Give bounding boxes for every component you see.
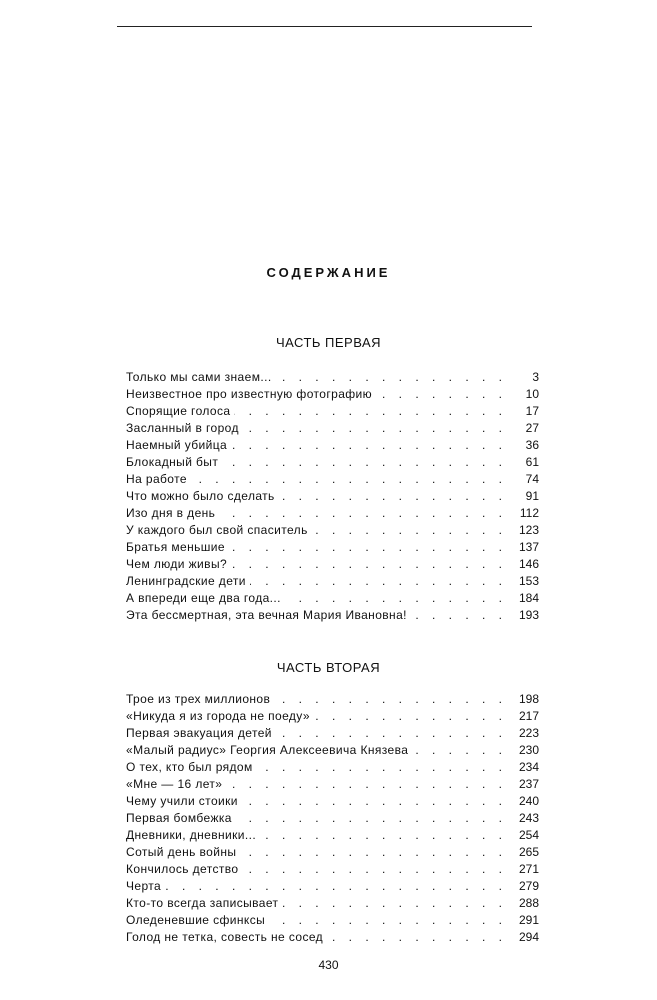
toc-entry-title: Черта xyxy=(126,879,162,893)
toc-entry-page: 17 xyxy=(525,404,539,418)
toc-entry-page: 74 xyxy=(525,472,539,486)
dot-leader xyxy=(219,505,507,522)
toc-entry[interactable] xyxy=(126,844,539,861)
toc-entry-page: 123 xyxy=(518,523,539,537)
toc-entry-title: Первая эвакуация детей xyxy=(126,726,272,740)
dot-leader xyxy=(222,454,507,471)
toc-entry[interactable] xyxy=(126,454,539,471)
part-two-title: ЧАСТЬ ВТОРАЯ xyxy=(276,660,381,675)
page-title: СОДЕРЖАНИЕ xyxy=(266,265,391,280)
toc-entry-page: 137 xyxy=(518,540,539,554)
toc-entry-page: 198 xyxy=(518,692,539,706)
toc-entry[interactable] xyxy=(126,895,539,912)
toc-entry-title: «Мне — 16 лет» xyxy=(126,777,223,791)
toc-entry-title: «Малый радиус» Георгия Алексеевича Князева xyxy=(126,743,409,757)
toc-entry-title: Только мы сами знаем... xyxy=(126,370,272,384)
toc-entry[interactable] xyxy=(126,691,539,708)
toc-entry-title: Наемный убийца xyxy=(126,438,228,452)
toc-entry-page: 271 xyxy=(518,862,539,876)
toc-entry-title: Сотый день войны xyxy=(126,845,237,859)
dot-leader xyxy=(269,912,507,929)
dot-leader xyxy=(234,403,507,420)
part-one-title: ЧАСТЬ ПЕРВАЯ xyxy=(275,335,382,350)
dot-leader xyxy=(243,861,508,878)
top-rule xyxy=(117,26,532,27)
toc-entry-page: 291 xyxy=(518,913,539,927)
toc-entry[interactable] xyxy=(126,573,539,590)
toc-entry[interactable] xyxy=(126,471,539,488)
dot-leader xyxy=(243,420,507,437)
toc-entry[interactable] xyxy=(126,810,539,827)
toc-entry-title: Дневники, дневники... xyxy=(126,828,257,842)
toc-entry[interactable] xyxy=(126,607,539,624)
toc-entry[interactable] xyxy=(126,539,539,556)
dot-leader xyxy=(279,488,507,505)
toc-entry-page: 279 xyxy=(518,879,539,893)
toc-entry[interactable] xyxy=(126,386,539,403)
toc-entry-page: 153 xyxy=(518,574,539,588)
toc-entry-title: Первая бомбежка xyxy=(126,811,232,825)
page-number: 430 xyxy=(318,958,339,972)
toc-entry[interactable] xyxy=(126,725,539,742)
toc-entry-page: 36 xyxy=(525,438,539,452)
toc-entry-page: 27 xyxy=(525,421,539,435)
toc-entry-title: Что можно было сделать xyxy=(126,489,275,503)
toc-entry-page: 184 xyxy=(518,591,539,605)
dot-leader xyxy=(236,810,507,827)
dot-leader xyxy=(376,386,507,403)
toc-entry-title: А впереди еще два года... xyxy=(126,591,281,605)
toc-entry[interactable] xyxy=(126,522,539,539)
toc-entry-page: 230 xyxy=(518,743,539,757)
toc-entry[interactable] xyxy=(126,708,539,725)
toc-entry-page: 288 xyxy=(518,896,539,910)
toc-entry-page: 217 xyxy=(518,709,539,723)
toc-entry-title: Чем люди живы? xyxy=(126,557,228,571)
toc-entry[interactable] xyxy=(126,556,539,573)
toc-entry-page: 254 xyxy=(518,828,539,842)
toc-entry-title: Эта бессмертная, эта вечная Мария Ивановна! xyxy=(126,608,407,622)
toc-entry-page: 10 xyxy=(525,387,539,401)
toc-entry[interactable] xyxy=(126,420,539,437)
toc-entry-title: Кончилось детство xyxy=(126,862,239,876)
toc-entry-page: 294 xyxy=(518,930,539,944)
toc-entry-title: Засланный в город xyxy=(126,421,239,435)
toc-entry[interactable] xyxy=(126,403,539,420)
toc-entry-page: 112 xyxy=(519,506,539,520)
toc-entry-page: 193 xyxy=(518,608,539,622)
toc-entry[interactable] xyxy=(126,827,539,844)
toc-entry-title: Чему учили стоики xyxy=(126,794,238,808)
dot-leader xyxy=(165,878,507,895)
toc-entry-page: 91 xyxy=(525,489,539,503)
dot-leader xyxy=(191,471,507,488)
toc-entry-title: У каждого был свой спаситель xyxy=(126,523,308,537)
toc-part-two xyxy=(126,691,539,946)
toc-entry-title: «Никуда я из города не поеду» xyxy=(126,709,310,723)
toc-entry[interactable] xyxy=(126,776,539,793)
toc-entry[interactable] xyxy=(126,912,539,929)
dot-leader xyxy=(312,522,507,539)
toc-entry-page: 3 xyxy=(532,370,539,384)
toc-entry-title: На работе xyxy=(126,472,187,486)
dot-leader xyxy=(242,793,507,810)
toc-part-one xyxy=(126,369,539,624)
toc-entry[interactable] xyxy=(126,488,539,505)
dot-leader xyxy=(260,827,507,844)
toc-entry[interactable] xyxy=(126,861,539,878)
dot-leader xyxy=(327,929,507,946)
toc-entry-title: Спорящие голоса xyxy=(126,404,231,418)
toc-entry-title: Ленинградские дети xyxy=(126,574,246,588)
toc-entry-title: Изо дня в день xyxy=(126,506,216,520)
dot-leader xyxy=(411,607,507,624)
toc-entry[interactable] xyxy=(126,878,539,895)
toc-entry-page: 240 xyxy=(518,794,539,808)
toc-entry-title: Блокадный быт xyxy=(126,455,219,469)
dot-leader xyxy=(240,844,507,861)
toc-entry[interactable] xyxy=(126,759,539,776)
dot-leader xyxy=(257,759,507,776)
toc-entry-title: Трое из трех миллионов xyxy=(126,692,271,706)
dot-leader xyxy=(231,556,507,573)
toc-entry[interactable] xyxy=(126,505,539,522)
dot-leader xyxy=(229,539,507,556)
dot-leader xyxy=(231,437,507,454)
toc-entry[interactable] xyxy=(126,742,539,759)
dot-leader xyxy=(276,725,507,742)
toc-entry-title: Кто-то всегда записывает xyxy=(126,896,279,910)
toc-entry-page: 146 xyxy=(518,557,539,571)
toc-entry-page: 61 xyxy=(525,455,539,469)
toc-entry[interactable] xyxy=(126,437,539,454)
dot-leader xyxy=(285,590,507,607)
dot-leader xyxy=(250,573,507,590)
dot-leader xyxy=(412,742,507,759)
toc-entry[interactable] xyxy=(126,369,539,386)
dot-leader xyxy=(314,708,507,725)
toc-entry-page: 243 xyxy=(518,811,539,825)
toc-entry-title: Оледеневшие сфинксы xyxy=(126,913,266,927)
dot-leader xyxy=(276,369,507,386)
dot-leader xyxy=(282,895,507,912)
dot-leader xyxy=(274,691,507,708)
toc-entry[interactable] xyxy=(126,929,539,946)
toc-entry-title: О тех, кто был рядом xyxy=(126,760,253,774)
toc-entry-title: Братья меньшие xyxy=(126,540,225,554)
toc-entry-title: Неизвестное про известную фотографию xyxy=(126,387,373,401)
dot-leader xyxy=(226,776,507,793)
toc-entry[interactable] xyxy=(126,590,539,607)
toc-entry-page: 234 xyxy=(518,760,539,774)
toc-entry-page: 237 xyxy=(518,777,539,791)
toc-entry-title: Голод не тетка, совесть не сосед xyxy=(126,930,324,944)
toc-entry-page: 265 xyxy=(518,845,539,859)
toc-entry[interactable] xyxy=(126,793,539,810)
toc-entry-page: 223 xyxy=(518,726,539,740)
